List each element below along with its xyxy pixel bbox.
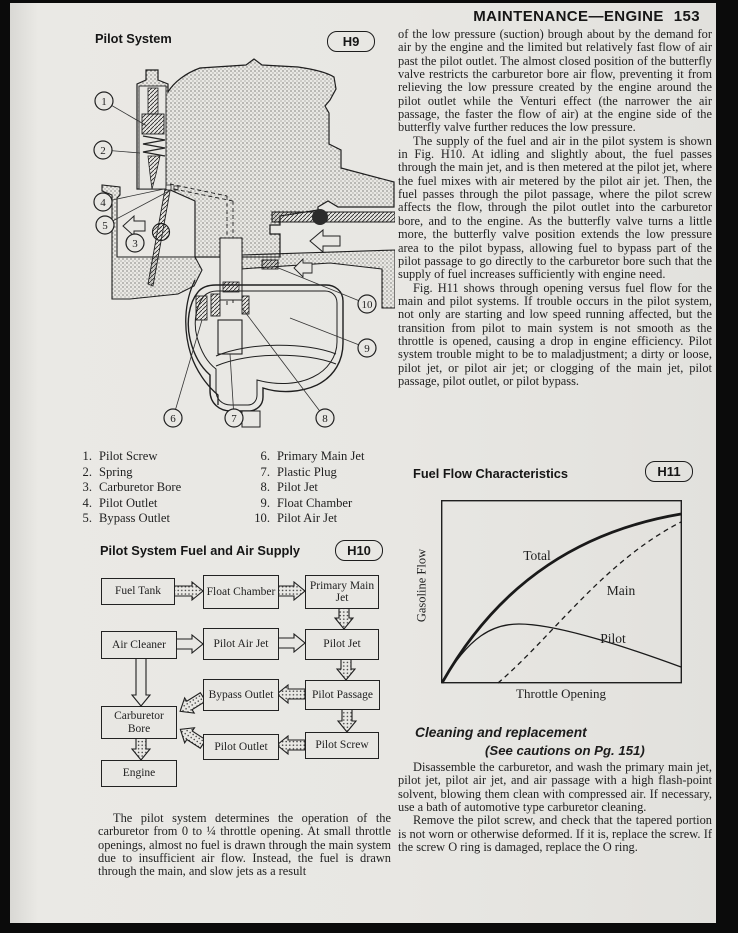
air-arrow [175, 635, 203, 653]
h10-flow-diagram [98, 575, 390, 793]
page-number: 153 [673, 8, 700, 25]
svg-text:2: 2 [100, 145, 106, 157]
flow-box-engine: Engine [101, 760, 177, 787]
legend-item: 8. Pilot Jet [260, 480, 318, 495]
paragraph: of the low pressure (suction) brough about by the demand for air by the engine and the limited but relatively fast flow of air past the pilot outlet. The almost closed position of the butterfly valve restricts the carburetor bore air flow, preventing it from relieving the low pressure created by the engine around the pilot outlet while the Venturi effect (the narrower the air passage, the faster the flow of air) at the engine side of the butterfly valve further reduces the low pressure. [398, 27, 712, 135]
h9-carburetor-diagram [90, 58, 395, 448]
flow-box-carburetor-bore: Carburetor Bore [101, 706, 177, 739]
legend-item: 7. Plastic Plug [260, 464, 337, 479]
svg-text:9: 9 [364, 343, 370, 355]
h11-fuel-flow-graph [413, 490, 695, 712]
header-title: MAINTENANCE—ENGINE [473, 8, 664, 25]
y-axis-label: Gasoline Flow [414, 548, 429, 623]
left-column-paragraph: The pilot system determines the operation of the carburetor from 0 to ¼ throttle opening. At small throttle openings, almost no fuel is drawn through the main system due to insufficient air flow. Instead, the fuel is drawn through the main, and slow jets as a result [98, 811, 391, 879]
flow-box-pilot-outlet: Pilot Outlet [203, 734, 279, 760]
carburetor-body [137, 59, 394, 257]
page-header [473, 8, 700, 25]
right-column-text [398, 28, 712, 388]
svg-text:3: 3 [132, 238, 138, 250]
legend-item: 1. Pilot Screw [82, 449, 158, 463]
fuel-arrow [277, 685, 305, 703]
flow-box-pilot-passage: Pilot Passage [305, 680, 380, 710]
main-label: Main [606, 583, 636, 598]
flow-box-pilot-jet: Pilot Jet [305, 629, 379, 660]
h10-figure-tag: H10 [335, 540, 383, 561]
flow-box-primary-main-jet: Primary Main Jet [305, 575, 379, 609]
callout-2 [94, 141, 112, 159]
h10-section-title: Pilot System Fuel and Air Supply [100, 543, 301, 558]
throttle-shaft [153, 224, 170, 241]
svg-text:5: 5 [102, 220, 108, 232]
callout-5 [96, 216, 114, 234]
air-arrow [132, 657, 150, 706]
fuel-arrow [132, 737, 150, 760]
cleaning-subheading: (See cautions on Pg. 151) [485, 743, 645, 758]
callout-8 [316, 409, 334, 427]
flow-box-fuel-tank: Fuel Tank [101, 578, 175, 605]
cleaning-heading: Cleaning and replacement [415, 725, 587, 740]
flow-box-bypass-outlet: Bypass Outlet [203, 679, 279, 711]
svg-text:6: 6 [170, 413, 176, 425]
shaft-section [312, 209, 328, 225]
pilot-jet-part [242, 296, 249, 314]
h9-figure-tag: H9 [327, 31, 375, 52]
legend-item: 6. Primary Main Jet [260, 449, 365, 463]
fuel-arrow [338, 708, 356, 732]
pilot-air-jet-part [262, 260, 278, 269]
fuel-arrow [277, 582, 305, 600]
h9-legend-col1 [66, 449, 181, 527]
graph-plot-area [441, 500, 683, 684]
paragraph: The supply of the fuel and air in the pilot system is shown in Fig. H10. At idling and slightly about, the fuel passes through the main jet, and is then metered at the pilot jet, where the fuel mixes with air metered by the pilot air jet. Then, the fuel passes through the pilot passage, where the pilot screw affects the flow, through the pilot outlet into the carburetor bore, and to the engine. As the butterfly valve turns a little more, the butterfly valve position extends the low pressure area to the pilot bypass, allowing fuel to bypass part of the pilot passage to go directly to the carburetor bore such that the supply of fuel increases sufficiently with engine need. [398, 133, 712, 282]
fuel-arrow [173, 582, 203, 600]
h9-section-title: Pilot System [95, 31, 172, 46]
paragraph: Remove the pilot screw, and check that the tapered portion is not worn or otherwise deformed. If it is, replace the screw. If the screw O ring is damaged, replace the O ring. [398, 813, 712, 855]
manual-page [10, 3, 716, 923]
callout-4 [94, 193, 112, 211]
legend-item: 10. Pilot Air Jet [254, 511, 338, 526]
total-label: Total [523, 548, 551, 563]
svg-text:10: 10 [361, 299, 373, 311]
callout-9 [358, 339, 376, 357]
cleaning-text [398, 761, 712, 854]
throttle-shaft-rod [272, 212, 395, 222]
legend-item: 5. Bypass Outlet [82, 511, 171, 526]
callout-10 [358, 295, 376, 313]
paragraph: Fig. H11 shows through opening versus fuel flow for the main and pilot systems. If trouble occurs in the pilot system, not only are starting and low speed running affected, but the transition from pilot to main system is not smooth as the throttle is opened, causing a drop in engine efficiency. Pilot system trouble might to be to maladjustment; a dirty or loose, pilot jet, or pilot air jet; or clogging of the main jet, pilot passage, pilot outlet, or pilot bypass. [398, 280, 712, 388]
svg-text:7: 7 [231, 413, 237, 425]
legend-item: 4. Pilot Outlet [82, 495, 158, 510]
airflow-arrow-right [310, 230, 340, 252]
h11-section-title: Fuel Flow Characteristics [413, 466, 569, 481]
svg-text:8: 8 [322, 413, 328, 425]
flow-box-pilot-air-jet: Pilot Air Jet [203, 628, 279, 660]
flow-box-air-cleaner: Air Cleaner [101, 631, 177, 659]
h11-figure-tag: H11 [645, 461, 693, 482]
flow-box-pilot-screw: Pilot Screw [305, 732, 379, 759]
flow-box-float-chamber: Float Chamber [203, 575, 279, 609]
svg-text:1: 1 [101, 96, 107, 108]
airflow-arrow-left [123, 216, 145, 236]
legend-item: 2. Spring [82, 464, 133, 479]
x-axis-label: Throttle Opening [516, 686, 606, 701]
legend-item: 9. Float Chamber [260, 495, 353, 510]
legend-item: 3. Carburetor Bore [82, 480, 182, 495]
fuel-arrow [335, 607, 353, 629]
callout-6 [164, 409, 182, 427]
callout-1 [95, 92, 113, 110]
drain-plug [242, 411, 260, 427]
h9-legend-col2 [244, 449, 364, 527]
plot-frame [442, 501, 682, 683]
pilot-label: Pilot [600, 631, 626, 646]
fuel-arrow [277, 736, 305, 754]
main-curve [498, 522, 681, 683]
air-arrow [277, 634, 305, 652]
fuel-arrow [337, 658, 355, 680]
callout-7 [225, 409, 243, 427]
paragraph: Disassemble the carburetor, and wash the primary main jet, pilot jet, pilot air jet, and air passage with a high flash-point solvent, blowing them clean with compressed air. If necessary, use a bath of automotive type carburetor cleaning. [398, 760, 712, 815]
jet-holder [211, 294, 220, 316]
pilot-curve [442, 624, 681, 683]
total-curve [442, 514, 681, 683]
callout-3 [126, 234, 144, 252]
svg-text:4: 4 [100, 197, 106, 209]
